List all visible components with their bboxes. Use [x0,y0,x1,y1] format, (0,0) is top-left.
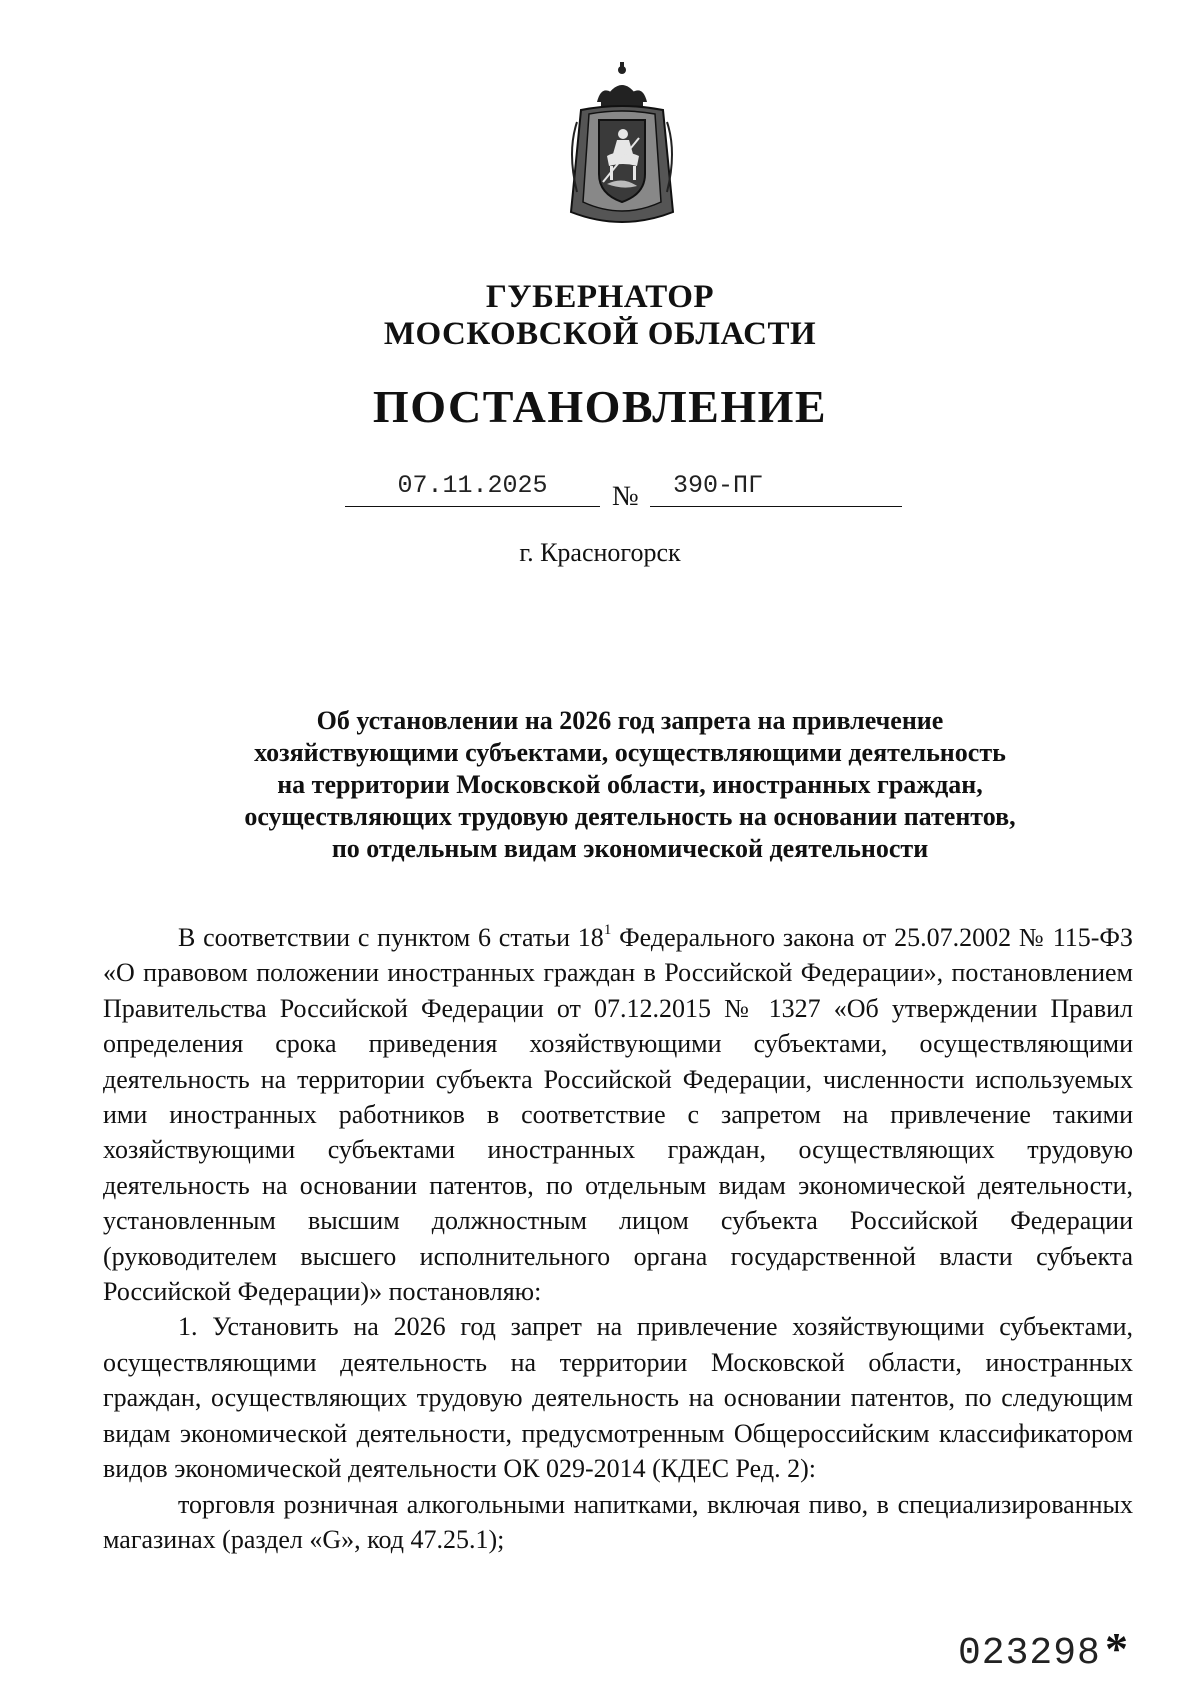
article-superscript: 1 [603,922,612,938]
document-city: г. Красногорск [519,538,681,567]
item-1-subitem: торговля розничная алкогольными напитками, включая пиво, в специализированных магазинах (раздел «G», код 47.25.1); [103,1489,1133,1554]
document-title [190,705,1070,865]
title-line: хозяйствующими субъектами, осуществляющими деятельность [254,738,1006,767]
number-sign: № [612,481,639,512]
item-1-paragraph: 1. Установить на 2026 год запрет на привлечение хозяйствующими субъектами, осуществляющими деятельность на территории Московской области, иностранных граждан, осуществляющих трудовую деятельность на основании патентов, по следующим видам экономической деятельности, предусмотренным Общероссийским классификатором видов экономической деятельности ОК 029-2014 (КДЕС Ред. 2): [103,1312,1133,1484]
document-number: 390-ПГ [673,471,764,500]
title-line: осуществляющих трудовую деятельность на основании патентов, [244,802,1016,831]
title-line: по отдельным видам экономической деятельности [331,834,929,863]
coat-of-arms-icon [563,62,681,230]
preamble-text-a: В соответствии с пунктом 6 статьи 18 [178,923,604,952]
document-date: 07.11.2025 [345,468,600,507]
document-body [103,920,1133,1557]
document-type: ПОСТАНОВЛЕНИЕ [372,381,828,432]
issuer-title-line-1: ГУБЕРНАТОР [485,279,715,315]
preamble-paragraph [103,920,1133,1309]
title-line: Об установлении на 2026 год запрета на привлечение [316,706,944,735]
document-serial-number: 023298 [958,1632,1101,1675]
issuer-title-line-2: МОСКОВСКОЙ ОБЛАСТИ [383,316,817,352]
title-line: на территории Московской области, иностранных граждан, [277,770,983,799]
serial-mark: * [1105,1623,1128,1674]
preamble-text-b: Федерального закона от 25.07.2002 № 115-ФЗ «О правовом положении иностранных граждан в Российской Федерации», постановлением Правительства Российской Федерации от 07.12.2015 № 1327 «Об утверждении Правил определения срока приведения хозяйствующими субъектами, осуществляющими деятельность на территории субъекта Российской Федерации, численности используемых ими иностранных работников в соответствие с запретом на привлечение такими хозяйствующими субъектами иностранных граждан, осуществляющих трудовую деятельность на основании патентов, по отдельным видам экономической деятельности, установленным высшим должностным лицом субъекта Российской Федерации (руководителем высшего исполнительного органа государственной власти субъекта Российской Федерации)» постановляю: [103,923,1133,1307]
document-number-field [650,468,902,507]
